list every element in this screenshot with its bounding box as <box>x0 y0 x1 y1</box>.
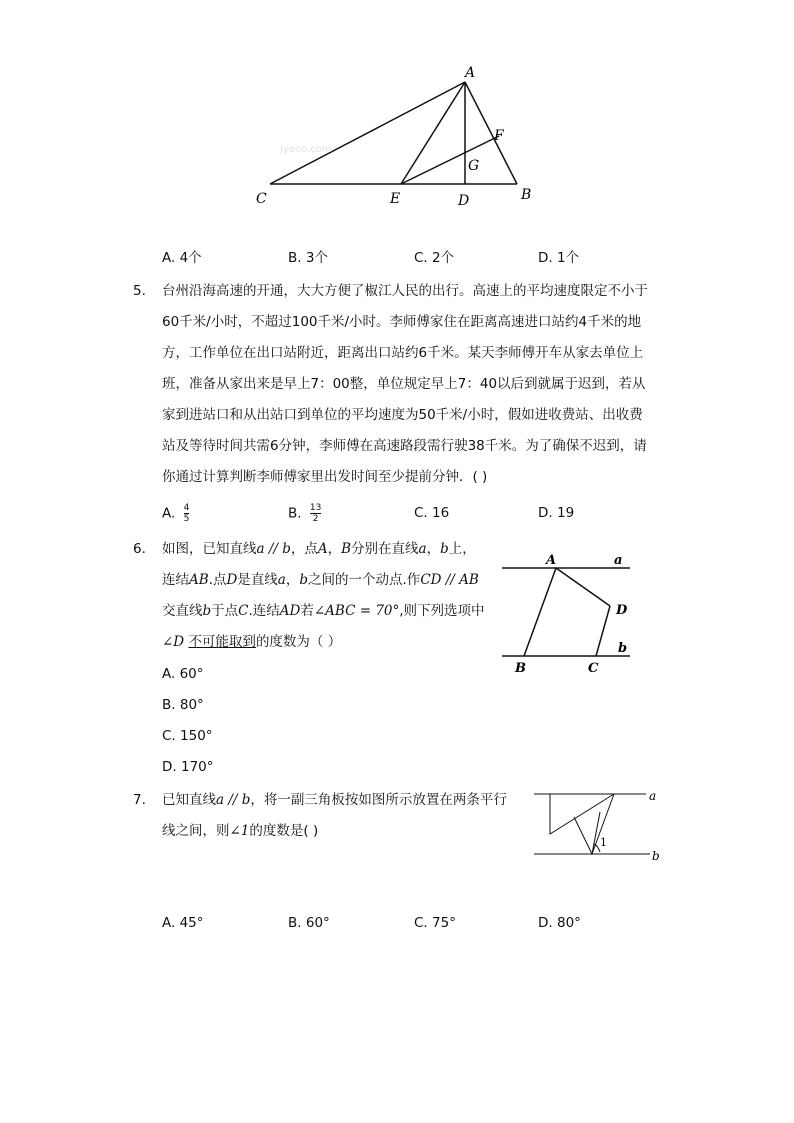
triangle-figure <box>250 60 540 210</box>
q5-option-a[interactable]: A. $\frac{4}{5}$ <box>162 503 190 524</box>
label-A: A <box>465 65 476 81</box>
label-b: b <box>618 641 628 656</box>
q4-option-d[interactable]: D. 1个 <box>538 250 580 266</box>
label-A: A <box>546 553 557 568</box>
label-C: C <box>588 661 599 676</box>
label-D: D <box>616 603 628 618</box>
q5-text-line: 方，工作单位在出口站附近，距离出口站约6千米。某天李师傅开车从家去单位上 <box>162 345 644 361</box>
q6-text-line: 如图，已知直线a // b，点A，B分别在直线a，b上， <box>162 541 476 557</box>
q7-text-line: 线之间，则∠1的度数是( ) <box>162 823 319 839</box>
q6-number: 6. <box>133 541 146 557</box>
q7-option-d[interactable]: D. 80° <box>538 915 581 931</box>
label-B: B <box>515 661 526 676</box>
q6-text-line: 连结AB.点D是直线a，b之间的一个动点.作CD // AB <box>162 572 479 588</box>
q5-text-line: 班，准备从家出来是早上7：00整，单位规定早上7：40以后到就属于迟到，若从 <box>162 376 646 392</box>
set-square-figure <box>532 786 664 866</box>
label-F: F <box>494 128 504 144</box>
q7-option-c[interactable]: C. 75° <box>414 915 456 931</box>
segment-AD <box>556 568 610 606</box>
q6-option-d[interactable]: D. 170° <box>162 759 214 775</box>
label-C: C <box>256 191 267 207</box>
label-E: E <box>390 191 401 207</box>
q4-option-b[interactable]: B. 3个 <box>288 250 328 266</box>
label-a: a <box>649 789 657 803</box>
label-G: G <box>468 158 480 174</box>
q6-option-c[interactable]: C. 150° <box>162 728 213 744</box>
label-B: B <box>521 187 532 203</box>
segment-AB <box>524 568 556 656</box>
q5-text-line: 站及等待时间共需6分钟，李师傅在高速路段需行驶38千米。为了确保不迟到，请 <box>162 438 647 454</box>
segment-CA <box>270 82 465 184</box>
label-1: 1 <box>600 836 607 849</box>
segment-DC <box>596 606 610 656</box>
fraction: $\frac{4}{5}$ <box>183 503 190 524</box>
q7-number: 7. <box>133 792 146 808</box>
q4-option-a[interactable]: A. 4个 <box>162 250 202 266</box>
q4-option-c[interactable]: C. 2个 <box>414 250 455 266</box>
q5-text-line: 台州沿海高速的开通，大大方便了椒江人民的出行。高速上的平均速度限定不小于 <box>162 283 648 299</box>
q7-option-b[interactable]: B. 60° <box>288 915 330 931</box>
inner-line <box>592 812 600 854</box>
q7-option-a[interactable]: A. 45° <box>162 915 204 931</box>
label-b: b <box>652 849 660 863</box>
q5-number: 5. <box>133 283 146 299</box>
fraction: $\frac{13}{2}$ <box>309 503 322 524</box>
q5-text-line: 60千米/小时，不超过100千米/小时。李师傅家住在距离高速进口站约4千米的地 <box>162 314 642 330</box>
q6-option-b[interactable]: B. 80° <box>162 697 204 713</box>
q5-text-line: 家到进站口和从出站口到单位的平均速度为50千米/小时，假如进收费站、出收费 <box>162 407 643 423</box>
watermark: Jyeoo.com <box>280 144 332 155</box>
q6-option-a[interactable]: A. 60° <box>162 666 204 682</box>
triangle-ruler-1 <box>550 794 614 834</box>
q6-text-line: ∠D 不可能取到的度数为（ ） <box>162 634 342 650</box>
q5-option-b[interactable]: B. $\frac{13}{2}$ <box>288 503 322 524</box>
q5-option-d[interactable]: D. 19 <box>538 505 575 521</box>
q5-option-c[interactable]: C. 16 <box>414 505 450 521</box>
label-D: D <box>458 193 470 209</box>
q6-text-line: 交直线b于点C.连结AD若∠ABC = 70°,则下列选项中 <box>162 603 485 619</box>
label-a: a <box>614 553 623 568</box>
parallel-lines-figure <box>500 548 640 678</box>
q5-text-line: 你通过计算判断李师傅家里出发时间至少提前分钟．( ) <box>162 469 488 485</box>
q7-text-line: 已知直线a // b，将一副三角板按如图所示放置在两条平行 <box>162 792 507 808</box>
